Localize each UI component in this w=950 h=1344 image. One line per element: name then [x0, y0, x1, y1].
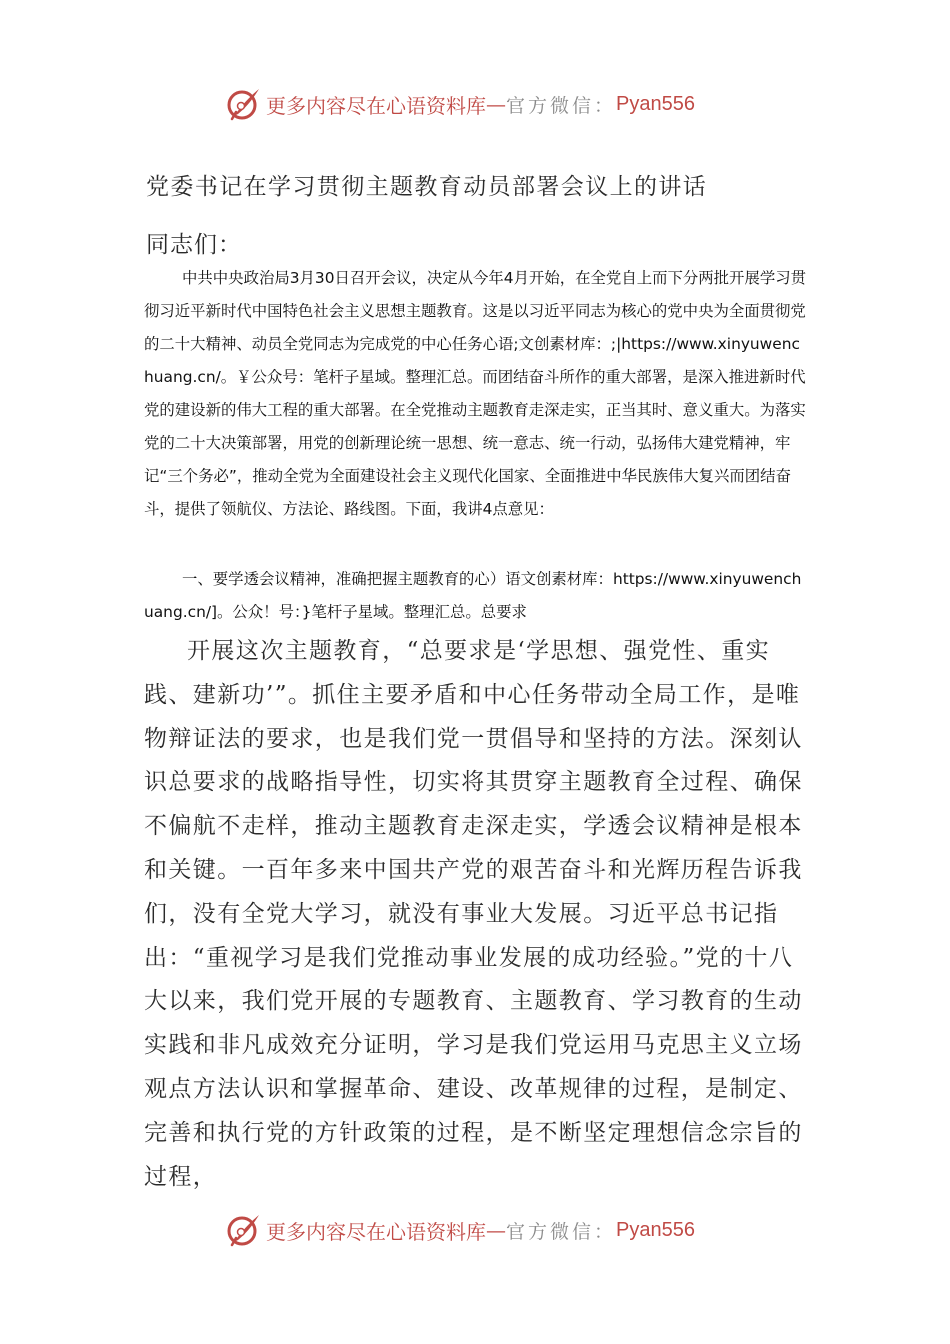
document-title: 党委书记在学习贯彻主题教育动员部署会议上的讲话: [146, 174, 708, 200]
banner-wechat-id: Pyan556: [616, 92, 695, 115]
banner-wechat-id: Pyan556: [616, 1218, 695, 1241]
banner-main-text: 更多内容尽在心语资料库: [266, 93, 486, 118]
salutation: 同志们：: [146, 232, 242, 258]
banner-main-text: 更多内容尽在心语资料库: [266, 1219, 486, 1244]
banner-dash: —: [486, 92, 506, 116]
paragraph-section-heading: 一、要学透会议精神，准确把握主题教育的心）语文创素材库：https://www.xinyuwenchuang.cn/]。公众！号：}笔杆子星域。整理汇总。总要求: [144, 570, 802, 621]
banner-official-label: 官方微信：: [506, 94, 617, 117]
footer-banner: [226, 1210, 695, 1250]
header-banner: [226, 84, 695, 124]
paragraph-main-body: 开展这次主题教育，“总要求是‘学思想、强党性、重实践、建新功’”。抓住主要矛盾和中心任务带动全局工作，是唯物辩证法的要求，也是我们党一贯倡导和坚持的方法。深刻认识总要求的战略指导性，切实将其贯穿主题教育全过程、确保不偏航不走样，推动主题教育走深走实，学透会议精神是根本和关键。一百年多来中国共产党的艰苦奋斗和光辉历程告诉我们，没有全党大学习，就没有事业大发展。习近平总书记指出：“重视学习是我们党推动事业发展的成功经验。”党的十八大以来，我们党开展的专题教育、主题教育、学习教育的生动实践和非凡成效充分证明，学习是我们党运用马克思主义立场观点方法认识和掌握革命、建设、改革规律的过程，是制定、完善和执行党的方针政策的过程，是不断坚定理想信念宗旨的过程，: [144, 638, 803, 1190]
quill-logo-icon: [226, 1212, 262, 1248]
quill-logo-icon: [226, 86, 262, 122]
paragraph-intro: 中共中央政治局3月30日召开会议，决定从今年4月开始，在全党自上而下分两批开展学习贯彻习近平新时代中国特色社会主义思想主题教育。这是以习近平同志为核心的党中央为全面贯彻党的二十大精神、动员全党同志为完成党的中心任务心语;文创素材库：;|https://www.xinyuwenchuang.cn/。￥公众号：笔杆子星域。整理汇总。而团结奋斗所作的重大部署，是深入推进新时代党的建设新的伟大工程的重大部署。在全党推动主题教育走深走实，正当其时、意义重大。为落实党的二十大决策部署，用党的创新理论统一思想、统一意志、统一行动，弘扬伟大建党精神，牢记“三个务必”，推动全党为全面建设社会主义现代化国家、全面推进中华民族伟大复兴而团结奋斗，提供了领航仪、方法论、路线图。下面，我讲4点意见：: [144, 269, 807, 518]
banner-official-label: 官方微信：: [506, 1220, 617, 1243]
banner-dash: —: [486, 1218, 506, 1242]
